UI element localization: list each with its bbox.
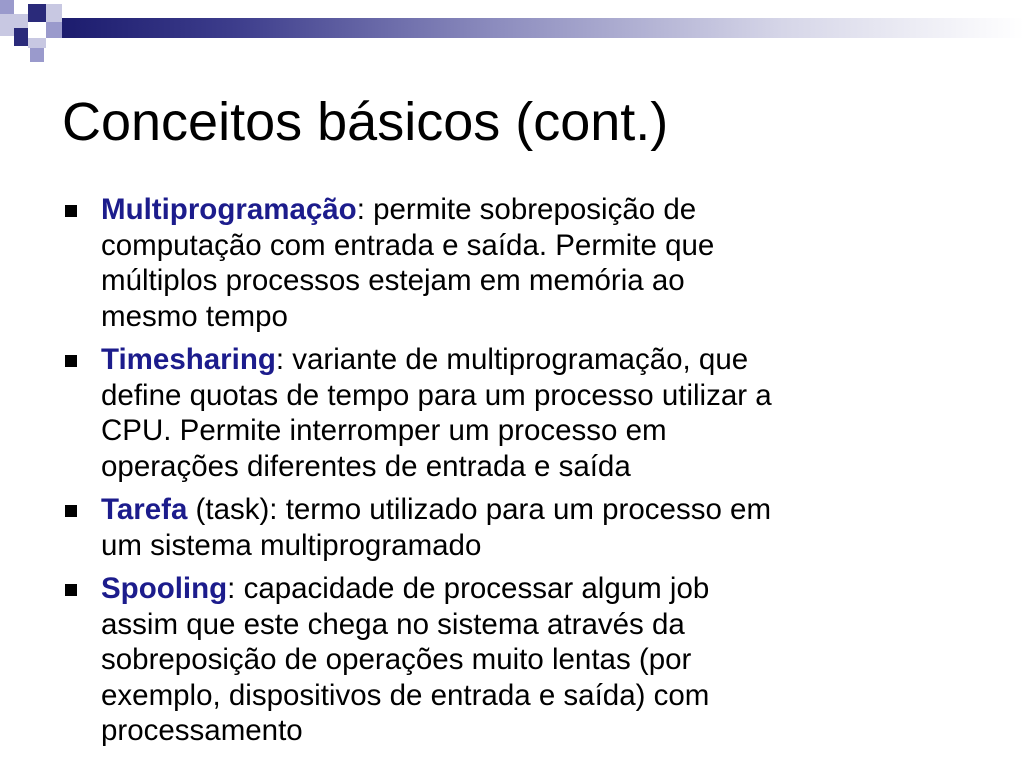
bullet-text: : variante de multiprogramação, que define quotas de tempo para um processo utilizar a CPU. Permite interromper um processo em operações diferentes de entrada e saída xyxy=(101,343,772,483)
slide-title: Conceitos básicos (cont.) xyxy=(62,92,669,152)
bullet-term: Tarefa xyxy=(101,493,188,526)
corner-decoration-square xyxy=(30,48,44,62)
bullet-text: : capacidade de processar algum job assim que este chega no sistema através da sobreposição de operações muito lentas (por exemplo, dispositivos de entrada e saída) com processamento xyxy=(101,572,710,747)
bullet-item-timesharing xyxy=(62,342,962,484)
bullet-list xyxy=(62,192,962,757)
corner-decoration-square xyxy=(0,0,14,14)
corner-decoration-square xyxy=(14,0,28,14)
corner-decoration-square xyxy=(28,4,46,22)
bullet-item-multiprogramacao xyxy=(62,192,962,334)
bullet-item-spooling xyxy=(62,571,962,749)
bullet-item-tarefa xyxy=(62,492,962,563)
square-bullet-icon xyxy=(65,205,77,217)
corner-decoration-square xyxy=(14,28,28,46)
square-bullet-icon xyxy=(65,584,77,596)
square-bullet-icon xyxy=(65,355,77,367)
bullet-term: Spooling xyxy=(101,572,228,605)
corner-decoration-square xyxy=(46,4,62,22)
corner-decoration-square xyxy=(28,38,46,48)
bullet-term: Timesharing xyxy=(101,343,276,376)
corner-decoration-square xyxy=(28,22,46,38)
bullet-text: (task): termo utilizado para um processo em um sistema multiprogramado xyxy=(101,493,772,562)
corner-decoration-square xyxy=(46,38,58,48)
bullet-term: Multiprogramação xyxy=(101,193,357,226)
header-gradient-bar xyxy=(62,18,1024,38)
square-bullet-icon xyxy=(65,505,77,517)
bullet-text: : permite sobreposição de computação com entrada e saída. Permite que múltiplos processos estejam em memória ao mesmo tempo xyxy=(101,193,715,333)
corner-decoration-square xyxy=(46,22,62,38)
